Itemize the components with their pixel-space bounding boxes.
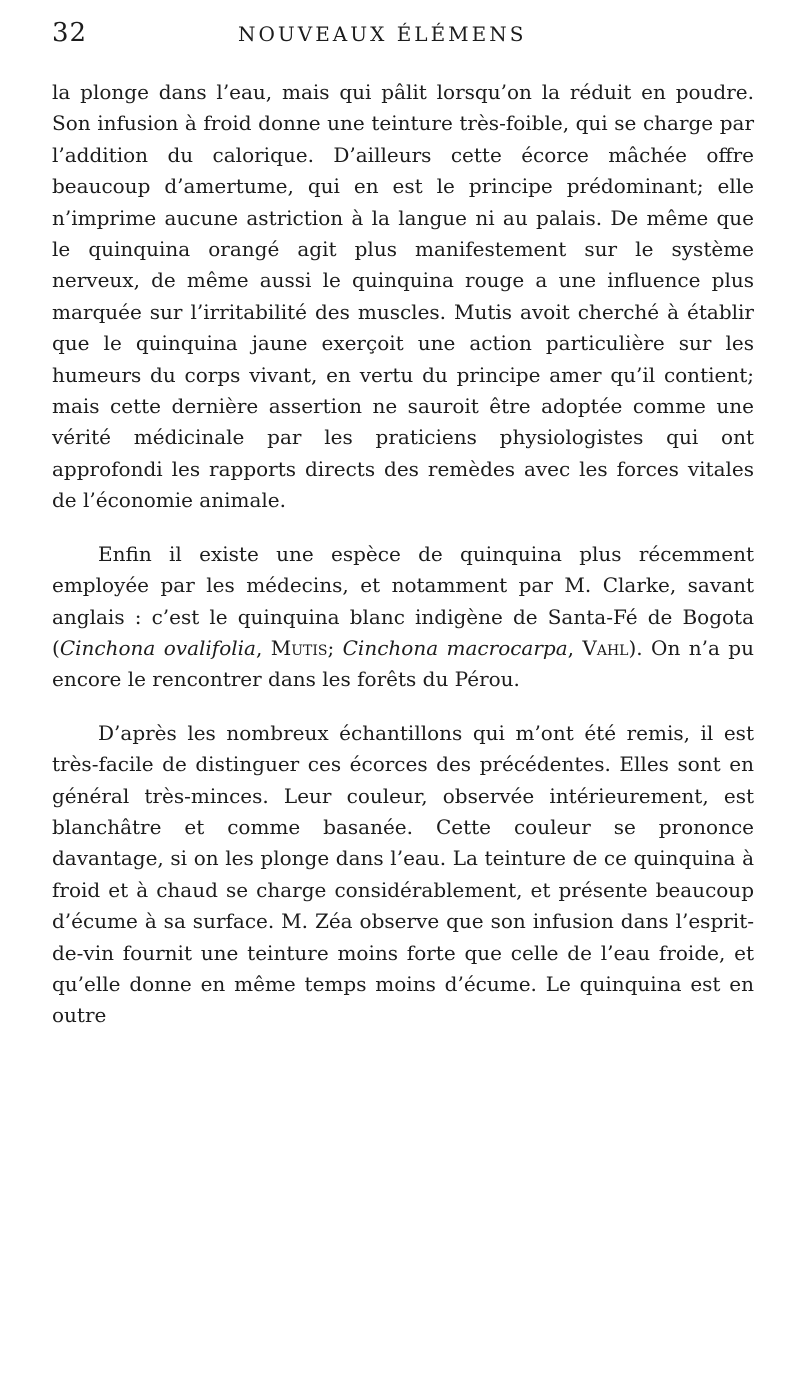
paragraph-2-text-start: Enfin il existe une espèce de quinquina plus récemment employée par les médecins, et notamment par M. Clarke, savant anglais : c’est le quinquina blanc indigène de Santa-Fé de Bogota ( [52,541,754,660]
page-number: 32 [52,18,88,48]
species-name: Cinchona ovalifolia [59,635,256,660]
page-header [52,8,752,48]
species-name: Cinchona macrocarpa [342,635,568,660]
running-title: NOUVEAUX ÉLÉMENS [238,22,527,46]
paragraph-1: la plonge dans l’eau, mais qui pâlit lorsqu’on la réduit en poudre. Son infusion à froid donne une teinture très-foible, qui se charge par l’addition du calorique. D’ailleurs cette écorce mâchée offre beaucoup d’amertume, qui en est le principe prédominant; elle n’imprime aucune astriction à la langue ni au palais. De même que le quinquina orangé agit plus manifestement sur le système nerveux, de même aussi le quinquina rouge a une influence plus marquée sur l’irritabilité des muscles. Mutis avoit cherché à établir que le quinquina jaune exerçoit une action particulière sur les humeurs du corps vivant, en vertu du principe amer qu’il contient; mais cette dernière assertion ne sauroit être adoptée comme une vérité médicinale par les praticiens physiologistes qui ont approfondi les rapports directs des remèdes avec les forces vitales de l’économie animale. [52,80,754,513]
separator: , [567,635,583,660]
separator: ; [327,635,343,660]
body-text [52,77,754,1032]
paragraph-2 [52,539,754,696]
paragraph-3: D’après les nombreux échantillons qui m’ont été remis, il est très-facile de distinguer ces écorces des précédentes. Elles sont en général très-minces. Leur couleur, observée intérieurement, est blanchâtre et comme basanée. Cette couleur se prononce davantage, si on les plonge dans l’eau. La teinture de ce quinquina à froid et à chaud se charge considérablement, et présente beaucoup d’écume à sa surface. M. Zéa observe que son infusion dans l’esprit-de-vin fournit une teinture moins forte que celle de l’eau froide, et qu’elle donne en même temps moins d’écume. Le quinquina est en outre [52,720,754,1028]
author-name: Mutis [270,635,328,660]
separator: , [255,635,271,660]
author-name: Vahl [582,635,629,660]
paragraph-2-text-end: ). On n’a pu encore le rencontrer dans les forêts du Pérou. [52,635,754,692]
